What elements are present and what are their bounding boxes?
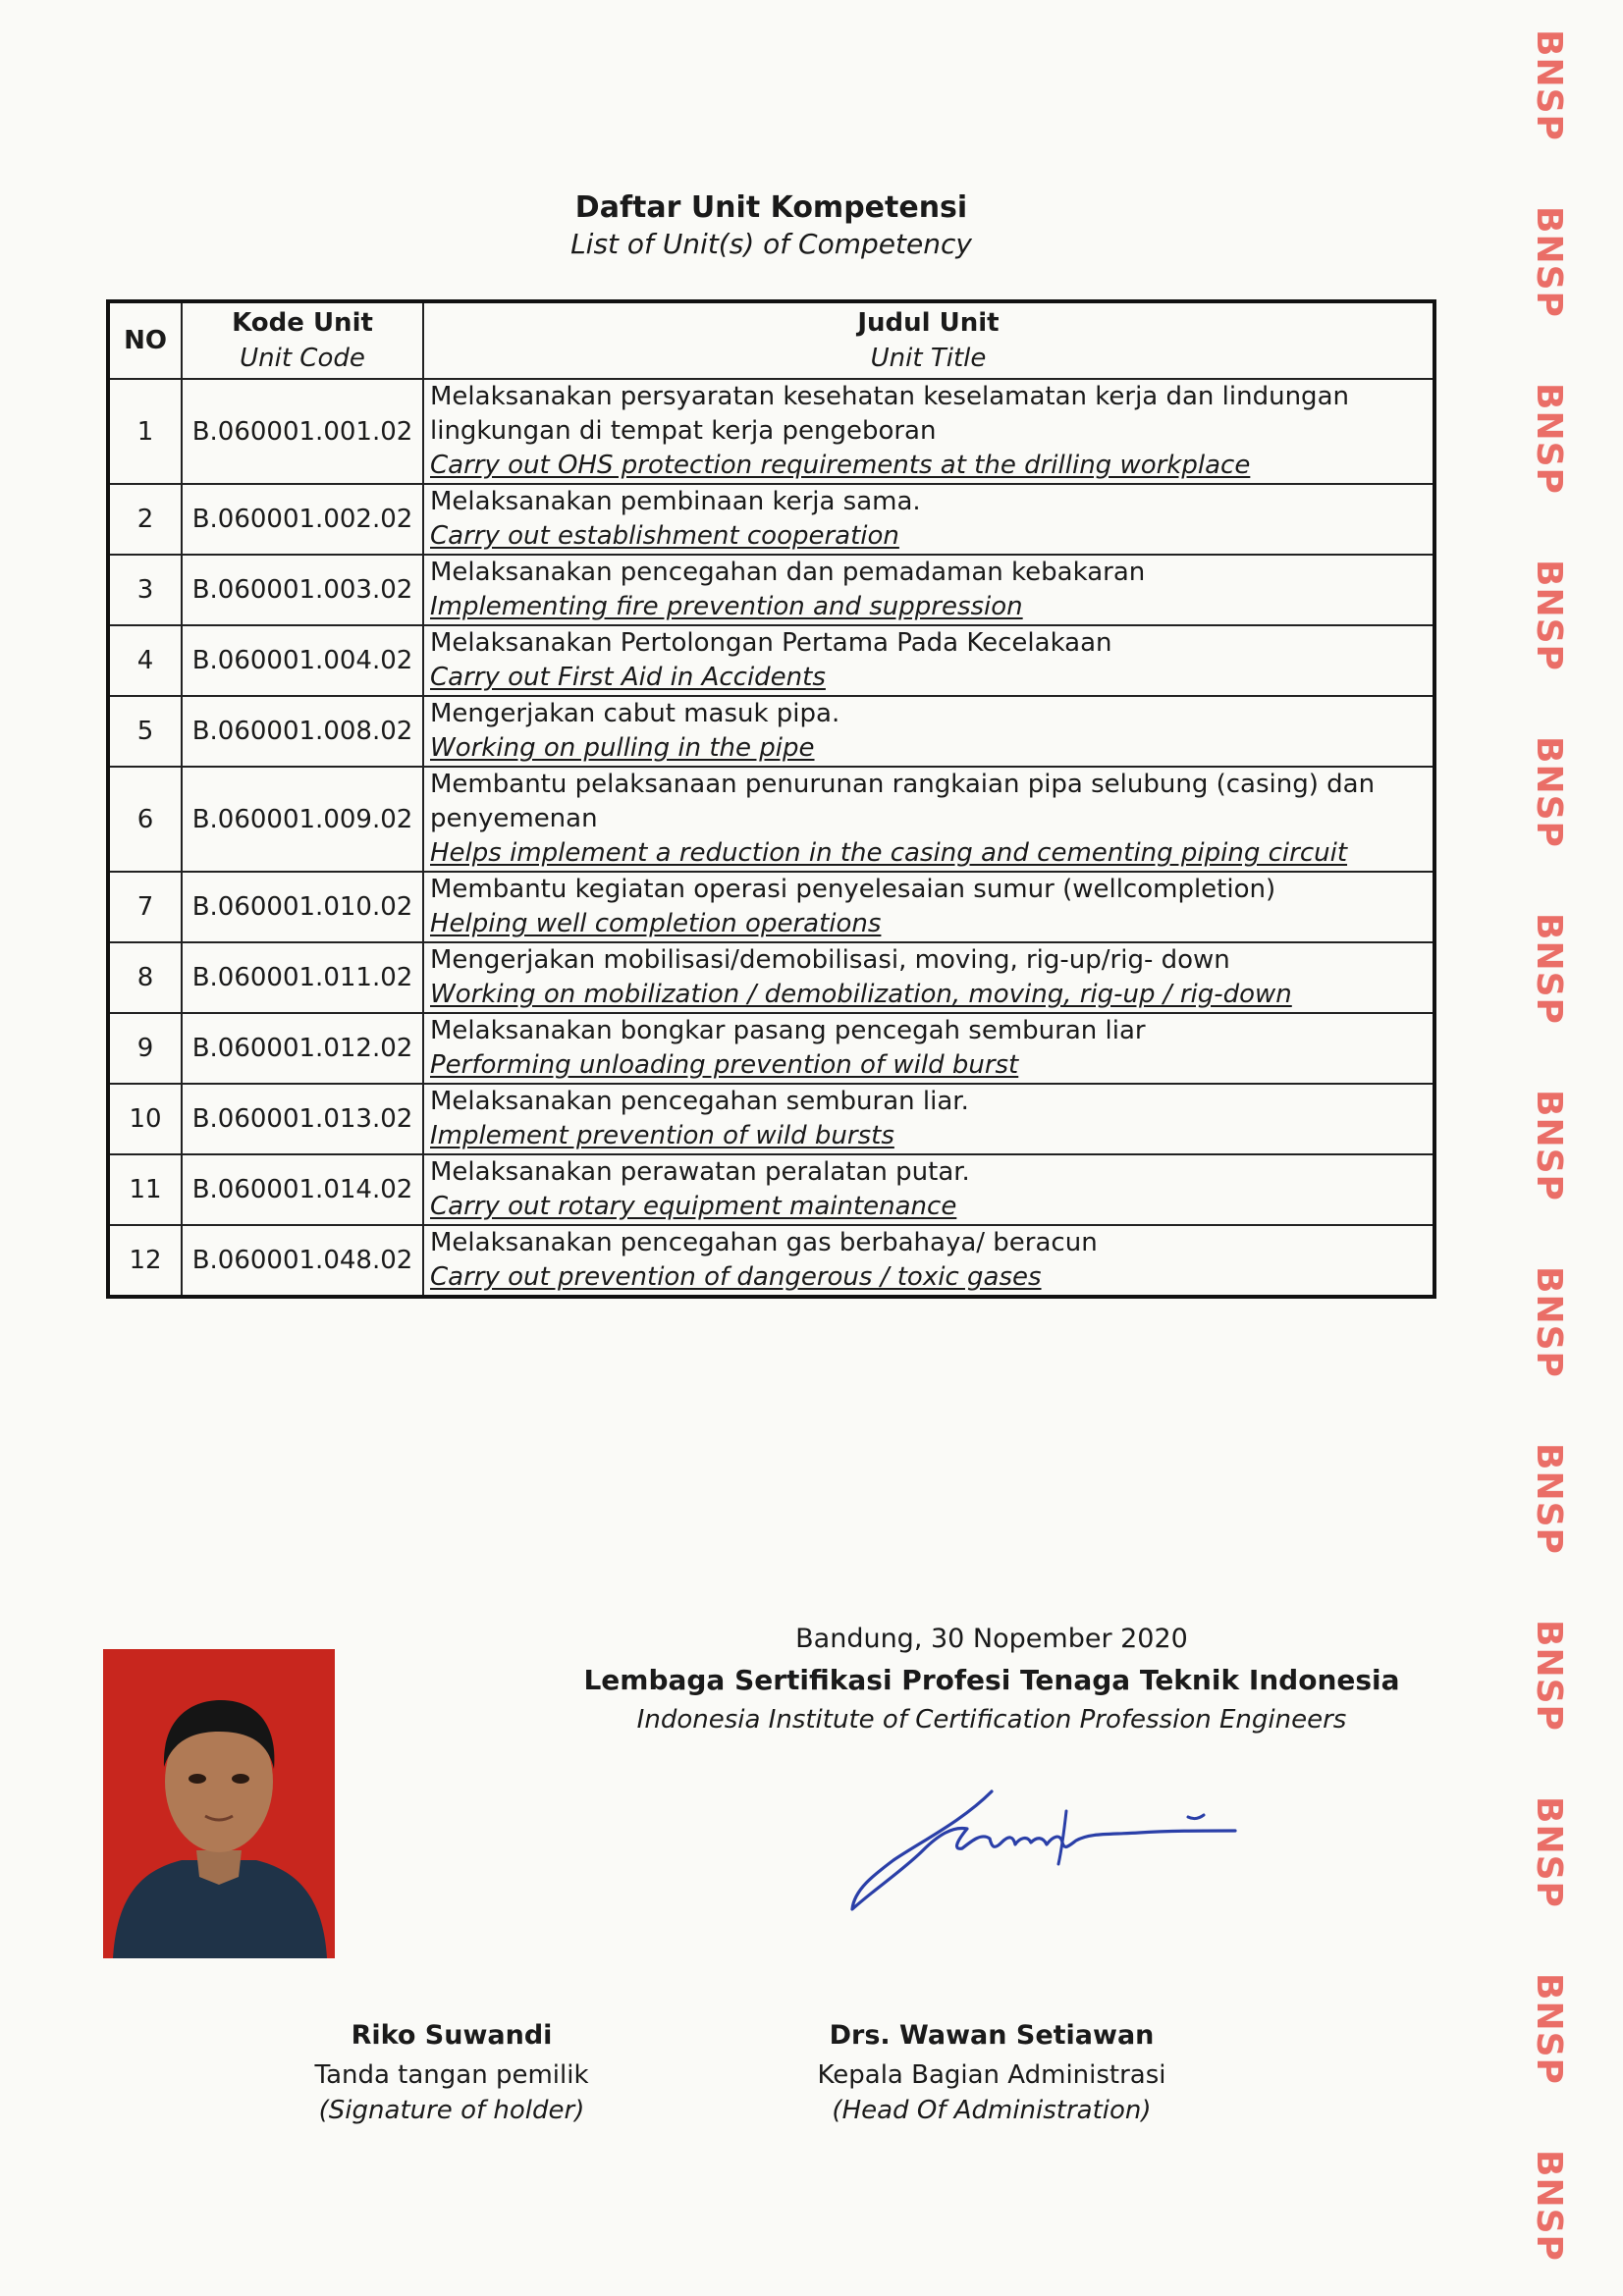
table-row: [108, 767, 1434, 872]
row-number: 6: [108, 767, 182, 872]
signer-name: Drs. Wawan Setiawan: [829, 2020, 1155, 2051]
unit-title-en: Implementing fire prevention and suppression: [430, 592, 1023, 621]
bnsp-watermark-stamp: BNSP: [1529, 2150, 1569, 2262]
bnsp-watermark-stamp: BNSP: [1529, 913, 1569, 1025]
row-number: 1: [108, 379, 182, 484]
table-row: [108, 379, 1434, 484]
row-number: 12: [108, 1225, 182, 1297]
table-header-row: [108, 301, 1434, 379]
organization-name-en: Indonesia Institute of Certification Profession Engineers: [636, 1705, 1347, 1735]
holder-photo: [103, 1649, 335, 1958]
unit-title: Melaksanakan perawatan peralatan putar.: [430, 1157, 970, 1187]
bnsp-watermark-stamp: BNSP: [1529, 1090, 1569, 1201]
bnsp-watermark-stamp: BNSP: [1529, 206, 1569, 318]
unit-code: B.060001.048.02: [182, 1225, 423, 1297]
row-number: 10: [108, 1084, 182, 1154]
row-number: 4: [108, 625, 182, 696]
unit-title-en: Working on pulling in the pipe: [430, 733, 815, 763]
unit-title: Melaksanakan bongkar pasang pencegah semburan liar: [430, 1016, 1146, 1045]
row-number: 8: [108, 942, 182, 1013]
unit-title-cell: [423, 1154, 1434, 1225]
table-row: [108, 1225, 1434, 1297]
unit-code: B.060001.010.02: [182, 872, 423, 942]
unit-title-cell: [423, 696, 1434, 767]
unit-title: Melaksanakan pembinaan kerja sama.: [430, 487, 921, 516]
table-body: [108, 379, 1434, 1297]
holder-signature-block: [285, 2014, 619, 2128]
unit-title-cell: [423, 1084, 1434, 1154]
unit-title-cell: [423, 1013, 1434, 1084]
bnsp-watermark-stamp: BNSP: [1529, 736, 1569, 848]
header-code-label: Kode Unit: [232, 308, 373, 338]
unit-title-cell: [423, 872, 1434, 942]
unit-title: Melaksanakan Pertolongan Pertama Pada Kecelakaan: [430, 628, 1112, 658]
row-number: 11: [108, 1154, 182, 1225]
holder-role: Tanda tangan pemilik: [314, 2060, 589, 2090]
table-row: [108, 1084, 1434, 1154]
signer-signature-block: [785, 2014, 1198, 2128]
unit-title-cell: [423, 555, 1434, 625]
header-title: [423, 301, 1434, 379]
bnsp-watermark-stamp: BNSP: [1529, 1620, 1569, 1732]
unit-title-en: Carry out establishment cooperation: [430, 521, 899, 551]
holder-portrait-image: [103, 1649, 335, 1958]
unit-code: B.060001.009.02: [182, 767, 423, 872]
unit-title: Melaksanakan persyaratan kesehatan keselamatan kerja dan lindungan lingkungan di tempat kerja pengeboran: [430, 382, 1349, 446]
unit-title-en: Helping well completion operations: [430, 909, 882, 938]
row-number: 7: [108, 872, 182, 942]
unit-title-en: Performing unloading prevention of wild burst: [430, 1050, 1019, 1080]
table-row: [108, 696, 1434, 767]
bnsp-watermark-stamp: BNSP: [1529, 560, 1569, 671]
page-subtitle: List of Unit(s) of Competency: [570, 228, 972, 260]
header-no: [108, 301, 182, 379]
place-date: Bandung, 30 Nopember 2020: [795, 1624, 1188, 1654]
unit-code: B.060001.001.02: [182, 379, 423, 484]
header-title-label: Judul Unit: [857, 308, 1000, 338]
unit-code: B.060001.002.02: [182, 484, 423, 555]
header-title-label-en: Unit Title: [870, 344, 987, 373]
unit-title-cell: [423, 625, 1434, 696]
unit-title-cell: [423, 1225, 1434, 1297]
table-row: [108, 555, 1434, 625]
unit-title: Membantu kegiatan operasi penyelesaian sumur (wellcompletion): [430, 875, 1276, 904]
bnsp-watermark-stamp: BNSP: [1529, 1796, 1569, 1908]
unit-title: Melaksanakan pencegahan gas berbahaya/ beracun: [430, 1228, 1098, 1257]
unit-title-en: Implement prevention of wild bursts: [430, 1121, 894, 1150]
bnsp-watermark-stamp: BNSP: [1529, 1443, 1569, 1555]
unit-title-en: Carry out First Aid in Accidents: [430, 663, 826, 692]
unit-title-cell: [423, 379, 1434, 484]
unit-title-en: Working on mobilization / demobilization, moving, rig-up / rig-down: [430, 980, 1292, 1009]
header-no-label: NO: [124, 326, 167, 355]
unit-code: B.060001.008.02: [182, 696, 423, 767]
bnsp-watermark-strip: [1512, 0, 1591, 2296]
unit-title-en: Helps implement a reduction in the casing and cementing piping circuit: [430, 838, 1348, 868]
bnsp-watermark-stamp: BNSP: [1529, 29, 1569, 141]
unit-title-en: Carry out prevention of dangerous / toxic gases: [430, 1262, 1042, 1292]
holder-role-en: (Signature of holder): [318, 2096, 585, 2125]
unit-title: Melaksanakan pencegahan dan pemadaman kebakaran: [430, 558, 1146, 587]
unit-title: Mengerjakan mobilisasi/demobilisasi, moving, rig-up/rig- down: [430, 945, 1230, 975]
unit-code: B.060001.013.02: [182, 1084, 423, 1154]
table-row: [108, 484, 1434, 555]
unit-title: Membantu pelaksanaan penurunan rangkaian pipa selubung (casing) dan penyemenan: [430, 770, 1376, 833]
page-title: Daftar Unit Kompetensi: [574, 190, 968, 225]
table-row: [108, 872, 1434, 942]
unit-code: B.060001.011.02: [182, 942, 423, 1013]
unit-code: B.060001.014.02: [182, 1154, 423, 1225]
header-code: [182, 301, 423, 379]
bnsp-watermark-stamp: BNSP: [1529, 1973, 1569, 2085]
organization-name: Lembaga Sertifikasi Profesi Tenaga Teknik Indonesia: [583, 1664, 1400, 1696]
row-number: 9: [108, 1013, 182, 1084]
bnsp-watermark-stamp: BNSP: [1529, 1266, 1569, 1378]
competency-table: [106, 299, 1436, 1299]
header-code-label-en: Unit Code: [240, 344, 365, 373]
row-number: 3: [108, 555, 182, 625]
issuance-block: [569, 1620, 1414, 1737]
unit-title-cell: [423, 767, 1434, 872]
unit-code: B.060001.004.02: [182, 625, 423, 696]
unit-title-en: Carry out rotary equipment maintenance: [430, 1192, 957, 1221]
unit-title-en: Carry out OHS protection requirements at the drilling workplace: [430, 451, 1251, 480]
unit-title: Melaksanakan pencegahan semburan liar.: [430, 1087, 969, 1116]
unit-title: Mengerjakan cabut masuk pipa.: [430, 699, 840, 728]
row-number: 2: [108, 484, 182, 555]
table-row: [108, 625, 1434, 696]
unit-title-cell: [423, 484, 1434, 555]
handwritten-signature: [844, 1782, 1237, 1919]
bnsp-watermark-stamp: BNSP: [1529, 383, 1569, 495]
unit-title-cell: [423, 942, 1434, 1013]
signer-role-en: (Head Of Administration): [832, 2096, 1152, 2125]
holder-name: Riko Suwandi: [351, 2020, 553, 2051]
table-row: [108, 1013, 1434, 1084]
title-block: [106, 189, 1436, 262]
unit-code: B.060001.012.02: [182, 1013, 423, 1084]
table-row: [108, 1154, 1434, 1225]
signer-role: Kepala Bagian Administrasi: [817, 2060, 1166, 2090]
row-number: 5: [108, 696, 182, 767]
table-row: [108, 942, 1434, 1013]
unit-code: B.060001.003.02: [182, 555, 423, 625]
